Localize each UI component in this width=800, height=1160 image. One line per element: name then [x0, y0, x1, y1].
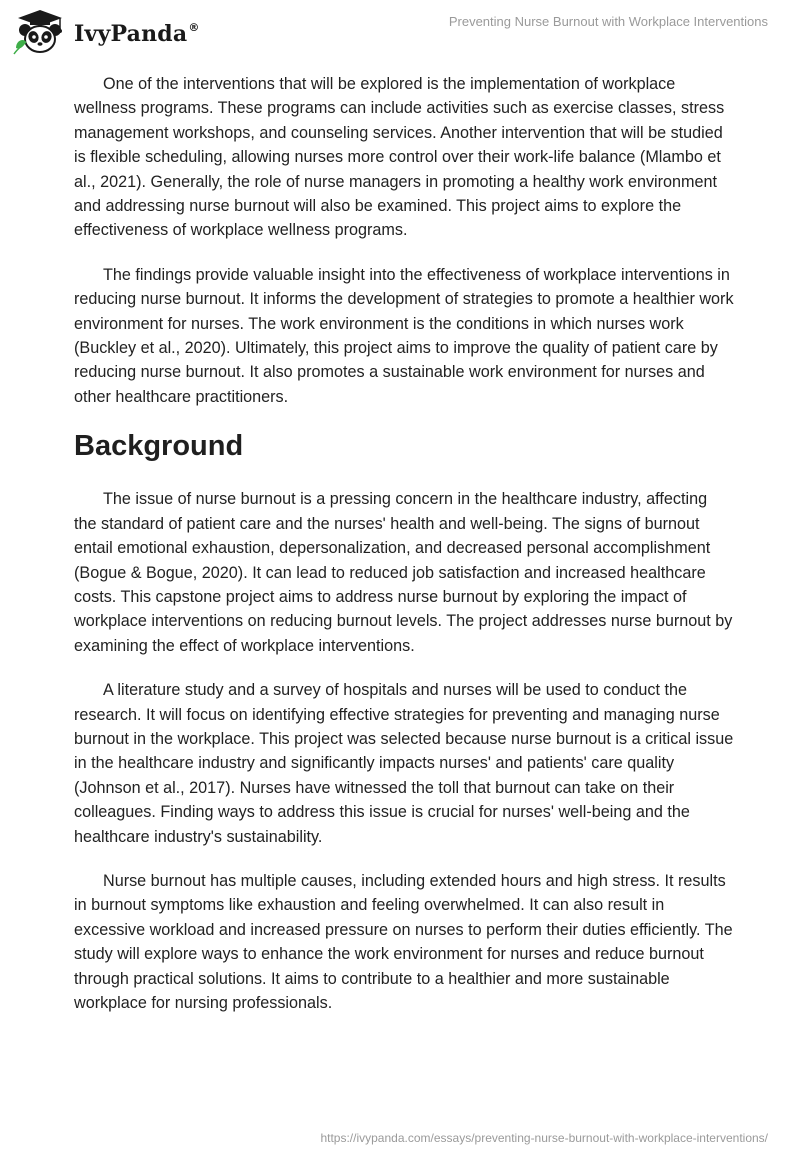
paragraph: One of the interventions that will be explored is the implementation of workplace wellness programs. These programs can include activities such as exercise classes, stress management workshops, and counseling services. Another intervention that will be studied is flexible scheduling, allowing nurses more control over their work-life balance (Mlambo et al., 2021). Generally, the role of nurse managers in promoting a healthy work environment and addressing nurse burnout will also be examined. This project aims to explore the effectiveness of workplace wellness programs. [74, 75, 725, 240]
document-title: Preventing Nurse Burnout with Workplace Interventions [448, 14, 768, 29]
paragraph: A literature study and a survey of hospitals and nurses will be used to conduct the research. It will focus on identifying effective strategies for preventing and managing nurse burnout in the workplace. This project was selected because nurse burnout is a critical issue in the healthcare industry and significantly impacts nurses' and patients' care quality (Johnson et al., 2017). Nurses have witnessed the toll that burnout can take on their colleagues. Finding ways to address this issue is crucial for nurses' well-being and the healthcare industry's sustainability. [74, 681, 734, 846]
essay-body [74, 72, 734, 1035]
logo-wordmark [74, 21, 200, 47]
ivypanda-logo[interactable] [12, 8, 200, 58]
paragraph: The issue of nurse burnout is a pressing concern in the healthcare industry, affecting the standard of patient care and the nurses' health and well-being. The signs of burnout entail emotional exhaustion, depersonalization, and decreased personal accomplishment (Bogue & Bogue, 2020). It can lead to reduced job satisfaction and increased healthcare costs. This capstone project aims to address nurse burnout by exploring the impact of workplace interventions on reducing burnout levels. The project addresses nurse burnout by examining the effect of workplace interventions. [74, 490, 733, 655]
panda-graduate-icon [12, 8, 68, 58]
paragraph: Nurse burnout has multiple causes, including extended hours and high stress. It results in burnout symptoms like exhaustion and feeling overwhelmed. It can also result in excessive workload and increased pressure on nurses to perform their duties efficiently. The study will explore ways to enhance the work environment for nurses and reduce burnout through practical solutions. It aims to contribute to a healthier and more sustainable workplace for nursing professionals. [74, 871, 733, 1012]
source-url[interactable]: https://ivypanda.com/essays/preventing-nurse-burnout-with-workplace-interventions/ [320, 1131, 768, 1145]
paragraph: The findings provide valuable insight into the effectiveness of workplace interventions in reducing nurse burnout. It informs the development of strategies to promote a healthier work environment for nurses. The work environment is the conditions in which nurses work (Buckley et al., 2020). Ultimately, this project aims to improve the quality of patient care by reducing nurse burnout. It also promotes a sustainable work environment for nurses and other healthcare practitioners. [74, 265, 734, 406]
registered-mark: ® [188, 21, 200, 34]
section-heading-background: Background [74, 430, 244, 463]
page-header [0, 0, 800, 66]
logo-name: IvyPanda [74, 21, 188, 47]
